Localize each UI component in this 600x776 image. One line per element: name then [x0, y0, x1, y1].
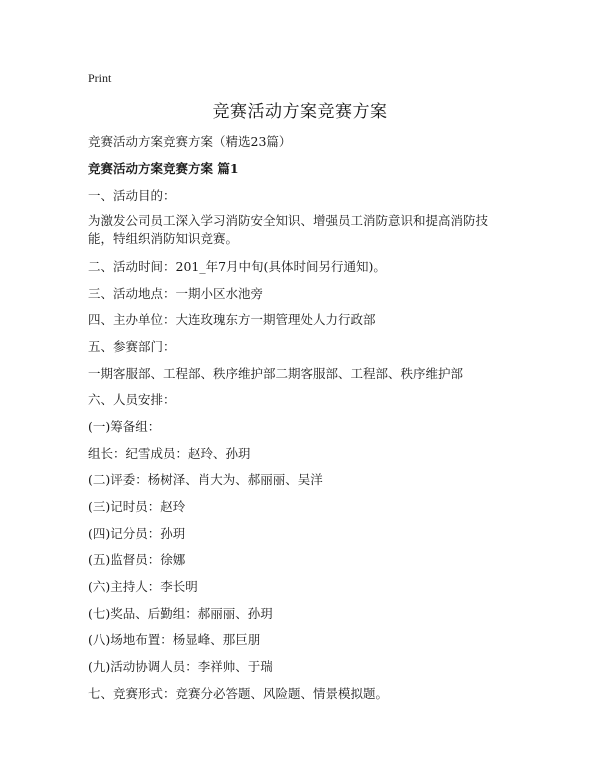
print-label[interactable]: Print: [88, 71, 112, 85]
paragraph: 四、主办单位：大连玫瑰东方一期管理处人力行政部: [88, 312, 376, 327]
paragraph: 为激发公司员工深入学习消防安全知识、增强员工消防意识和提高消防技能，特组织消防知识竞赛。: [88, 213, 489, 246]
paragraph: (五)监督员：徐娜: [88, 552, 186, 567]
paragraph: (二)评委：杨树泽、肖大为、郝丽丽、吴洋: [88, 472, 323, 487]
document-title: 竞赛活动方案竞赛方案: [212, 102, 388, 122]
paragraph: (三)记时员：赵玲: [88, 499, 186, 514]
paragraph: 一期客服部、工程部、秩序维护部二期客服部、工程部、秩序维护部: [88, 366, 464, 381]
paragraph: 六、人员安排：: [88, 392, 176, 407]
paragraph: (四)记分员：孙玥: [88, 526, 186, 541]
paragraph: (六)主持人：李长明: [88, 579, 198, 594]
paragraph: (八)场地布置：杨显峰、那巨朋: [88, 632, 261, 647]
section-heading: 竞赛活动方案竞赛方案 篇1: [88, 161, 239, 176]
paragraph: (九)活动协调人员：李祥帅、于瑞: [88, 659, 273, 674]
paragraph: 三、活动地点：一期小区水池旁: [88, 286, 264, 301]
paragraph: 七、竞赛形式：竞赛分必答题、风险题、情景模拟题。: [88, 686, 389, 701]
paragraph: (七)奖品、后勤组：郝丽丽、孙玥: [88, 606, 273, 621]
paragraph: 一、活动目的：: [88, 188, 176, 203]
paragraph: 五、参赛部门：: [88, 339, 176, 354]
paragraph: 组长：纪雪成员：赵玲、孙玥: [88, 446, 251, 461]
document-subtitle: 竞赛活动方案竞赛方案（精选23篇）: [88, 134, 292, 149]
paragraph: (一)筹备组：: [88, 419, 161, 434]
paragraph: 二、活动时间：201_年7月中旬(具体时间另行通知)。: [88, 259, 386, 274]
